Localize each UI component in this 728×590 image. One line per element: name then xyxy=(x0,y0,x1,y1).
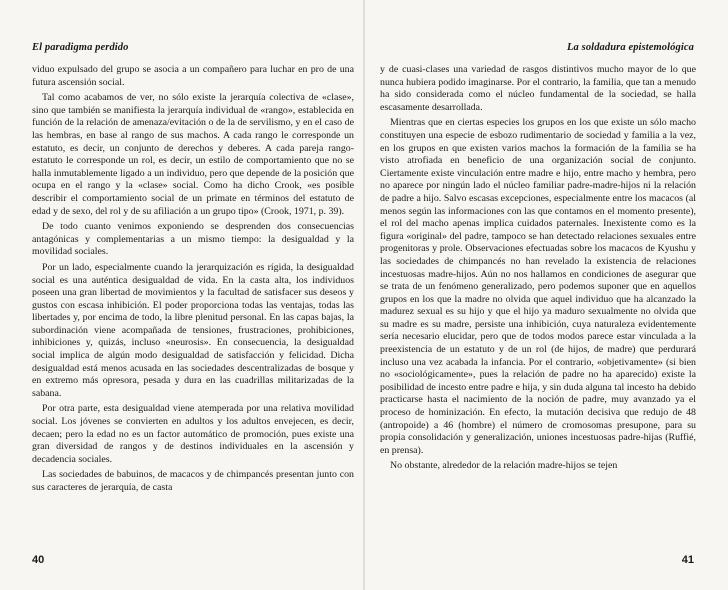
paragraph: De todo cuanto venimos exponiendo se desprenden dos consecuencias antagónicas y complementarias a un mismo tiempo: la desigualdad y la movilidad sociales. xyxy=(32,221,354,258)
right-running-head: La soldadura epistemológica xyxy=(567,42,694,53)
paragraph: Las sociedades de babuinos, de macacos y de chimpancés presentan junto con sus caracteres de jerarquía, de casta xyxy=(32,469,354,493)
left-body-text xyxy=(32,64,354,498)
paragraph: y de cuasi-clases una variedad de rasgos distintivos mucho mayor de lo que nunca hubiera podido imaginarse. Por el contrario, la familia, que tan a menudo ha sido considerada como el núcleo fundamental de la sociedad, se halla escasamente desarrollada. xyxy=(380,64,696,113)
right-page xyxy=(364,0,728,590)
paragraph: Mientras que en ciertas especies los grupos en los que existe un sólo macho constituyen una especie de esbozo rudimentario de sociedad y familia a la vez, en los grupos en que existen varios machos la formación de la familia se ha visto atrofiada en beneficio de una organización social de conjunto. Ciertamente existe vinculación entre madre e hijo, entre macho y hembra, pero no aparece por ningún lado el núcleo familiar padre-madre-hijos ni la relación de padre a hijo. Salvo escasas excepciones, especialmente entre los macacos (al menos según las informaciones con las que contamos en el momento presente), el rol del macho apenas implica cuidados paternales. Inexistente como es la figura «original» del padre, tampoco se han detectado relaciones sexuales entre progenitoras y prole. Observaciones efectuadas sobre los macacos de Kyushu y las sociedades de chimpancés no han revelado la existencia de relaciones incestuosas madre-hijos. Aún no nos hallamos en condiciones de asegurar que se trata de un fenómeno generalizado, pero podemos suponer que en aquellos grupos en los que la madre no olvida que aquel individuo que ha alcanzado la madurez sexual es su hijo y que el hijo ya maduro sexualmente no olvida que su madre es su madre, persiste una inhibición, cuya naturaleza evidentemente sería necesario elucidar, pero que de todos modos parece estar vinculada a la preexistencia de un estatuto y de un rol (de hijos, de madre) que perdurará incluso una vez acabada la infancia. Por el contrario, «objetivamente» (si bien no «sociológicamente», pues la relación de padre no ha aparecido) existe la posibilidad de incesto entre padre e hija, y sin duda alguna tal incesto ha debido practicarse hasta el nacimiento de la noción de padre, muy avanzado ya el proceso de hominización. En efecto, la mutación decisiva que redujo de 48 (antropoide) a 46 (hombre) el número de cromosomas presupone, para su propia consolidación y generalización, uniones incestuosas padre-hijas (Ruffié, en prensa). xyxy=(380,117,696,456)
left-running-head: El paradigma perdido xyxy=(32,42,129,53)
right-body-text xyxy=(380,64,696,476)
paragraph: Por un lado, especialmente cuando la jerarquización es rígida, la desigualdad social es una auténtica desigualdad de vida. En la casta alta, los individuos poseen una gran libertad de movimientos y la facultad de satisfacer sus deseos y gustos con escasa inhibición. El poder proporciona todas las ventajas, todas las libertades y, por encima de todo, la libre plenitud personal. En las capas bajas, la subordinación viene acompañada de tensiones, frustraciones, prohibiciones, inhibiciones y, quizás, incluso «neurosis». En consecuencia, la desigualdad social implica de algún modo desigualdad de satisfacción y felicidad. Dicha desigualdad está menos acusada en las sociedades descentralizadas de bosque y en extremo más opresora, pesada y dura en las cuadrillas militarizadas de la sabana. xyxy=(32,261,354,399)
paragraph: Por otra parte, esta desigualdad viene atemperada por una relativa movilidad social. Los jóvenes se convierten en adultos y los adultos envejecen, es decir, decaen; pero la edad no es un factor automático de promoción, pues existe una gran diversidad de rangos y de destinos individuales en la ascensión y decadencia sociales. xyxy=(32,403,354,465)
paragraph: No obstante, alrededor de la relación madre-hijos se tejen xyxy=(390,460,618,472)
paragraph: Tal como acabamos de ver, no sólo existe la jerarquía colectiva de «clase», sino que también se manifiesta la jerarquía individual de «rango», establecida en función de la relación de amenaza/evitación o de la de servilismo, y en el caso de las hembras, en base al rango de sus machos. A cada rango le corresponde un estatuto, es decir, un conjunto de derechos y deberes. A cada pareja rango-estatuto le corresponde un rol, es decir, un estilo de comportamiento que no se halla inmutablemente ligado a un individuo, pero que depende de la posición que ocupa en el rango y la «clase» social. Como ha dicho Crook, «es posible describir el comportamiento social de un primate en términos del estatuto de edad y de sexo, del rol y de su afiliación a un grupo tipo» (Crook, 1971, p. 39). xyxy=(32,92,354,217)
left-page-number: 40 xyxy=(32,554,45,566)
paragraph: viduo expulsado del grupo se asocia a un compañero para luchar en pro de una futura ascensión social. xyxy=(32,64,354,88)
right-page-number: 41 xyxy=(681,554,694,566)
